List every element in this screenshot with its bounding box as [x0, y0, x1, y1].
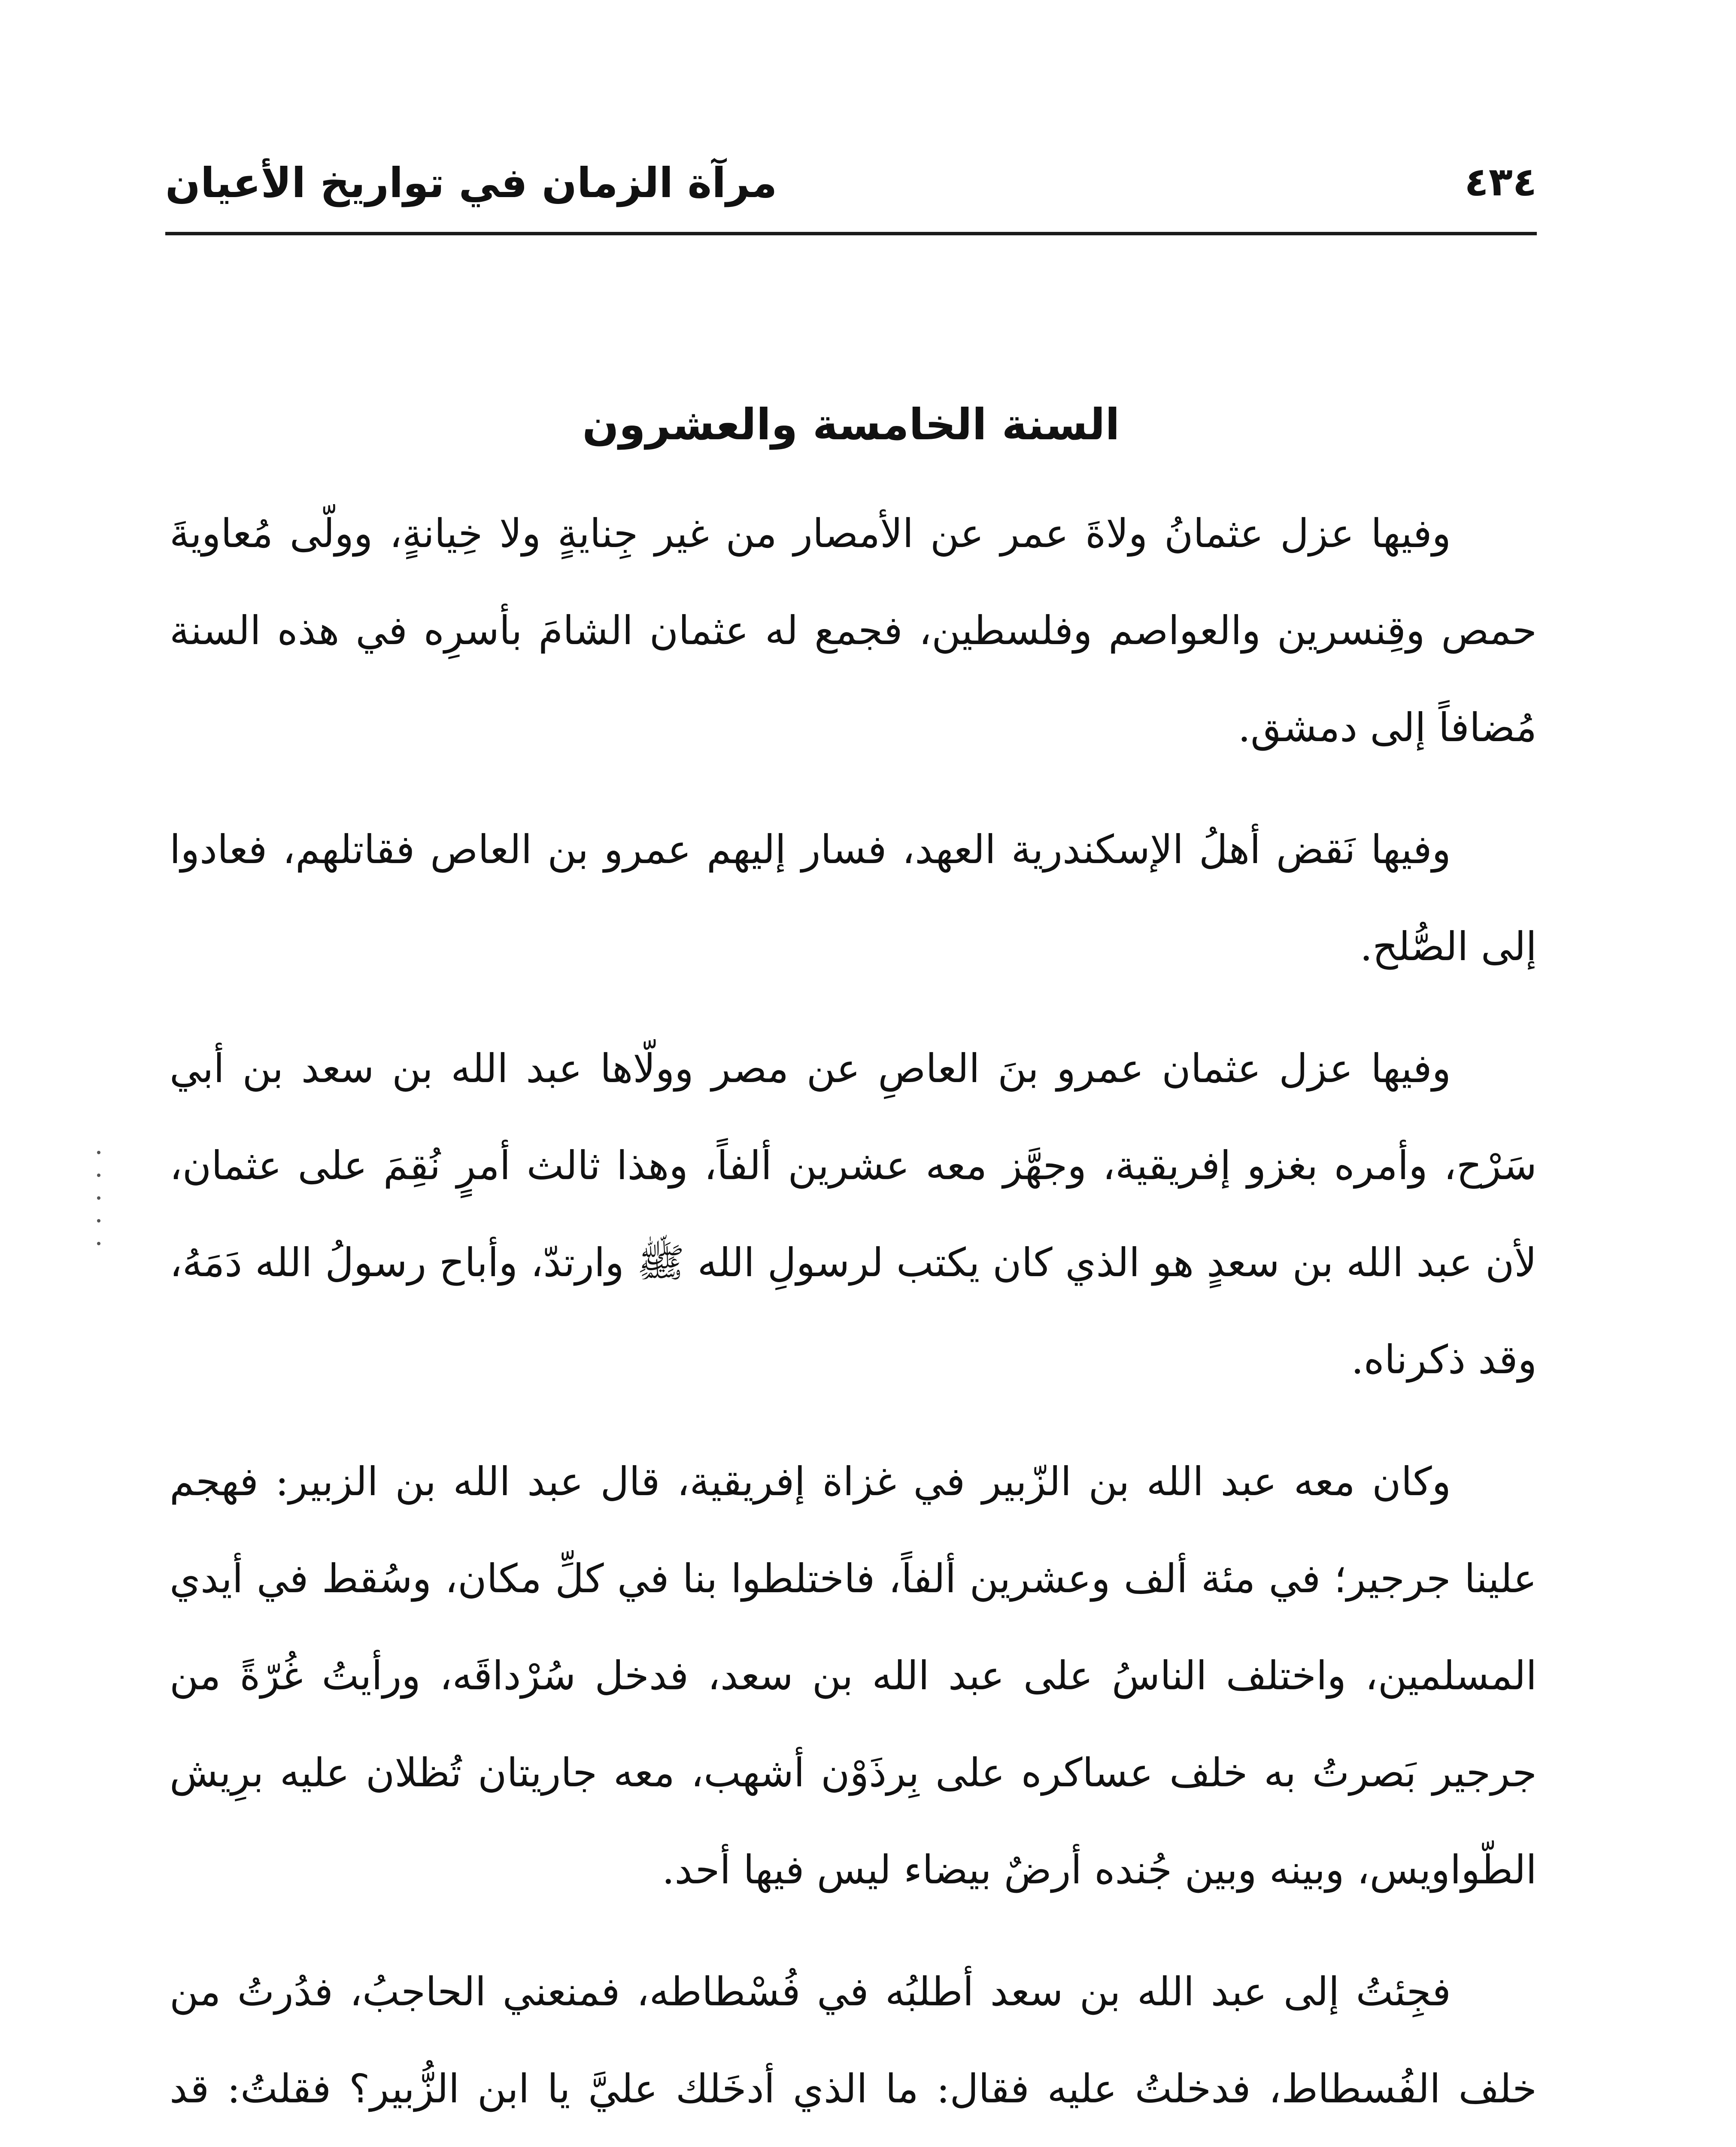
body-text [170, 485, 1537, 2147]
paragraph: وفيها عزل عثمان عمرو بنَ العاصِ عن مصر وولّاها عبد الله بن سعد بن أبي سَرْح، وأمره بغزو إفريقية، وجهَّز معه عشرين ألفاً، وهذا ثالث أمرٍ نُقِمَ على عثمان، لأن عبد الله بن سعدٍ هو الذي كان يكتب لرسولِ الله ﷺ وارتدّ، وأباح رسولُ الله دَمَهُ، وقد ذكرناه. [170, 1046, 1537, 1383]
paragraph: وكان معه عبد الله بن الزّبير في غزاة إفريقية، قال عبد الله بن الزبير: فهجم علينا جرجير؛ في مئة ألف وعشرين ألفاً، فاختلطوا بنا في كلِّ مكان، وسُقط في أيدي المسلمين، واختلف الناسُ على عبد الله بن سعد، فدخل سُرْداقَه، ورأيتُ غُرّةً من جرجير بَصرتُ به خلف عساكره على بِرذَوْن أشهب، معه جاريتان تُظلان عليه برِيش الطّواويس، وبينه وبين جُنده أرضٌ بيضاء ليس فيها أحد. [170, 1459, 1537, 1893]
margin-dots [94, 1151, 103, 1245]
section-title: السنة الخامسة والعشرون [582, 399, 1120, 450]
book-title: مرآة الزمان في تواريخ الأعيان [165, 159, 777, 207]
running-header [165, 129, 1537, 235]
paragraph: وفيها عزل عثمانُ ولاةَ عمر عن الأمصار من غير جِنايةٍ ولا خِيانةٍ، وولّى مُعاويةَ حمص وقِنسرين والعواصم وفلسطين، فجمع له عثمان الشامَ بأسرِه في هذه السنة مُضافاً إلى دمشق. [170, 511, 1537, 751]
page-number: ٤٣٤ [1464, 159, 1537, 205]
paragraph: وفيها نَقض أهلُ الإسكندرية العهد، فسار إليهم عمرو بن العاص فقاتلهم، فعادوا إلى الصُّلح. [170, 827, 1537, 970]
paragraph: فجِئتُ إلى عبد الله بن سعد أطلبُه في فُسْطاطه، فمنعني الحاجبُ، فدُرتُ من خلف الفُسطاط، فدخلتُ عليه فقال: ما الذي أدخَلك عليَّ يا ابن الزُّبير؟ فقلتُ: قد [170, 1969, 1537, 2112]
